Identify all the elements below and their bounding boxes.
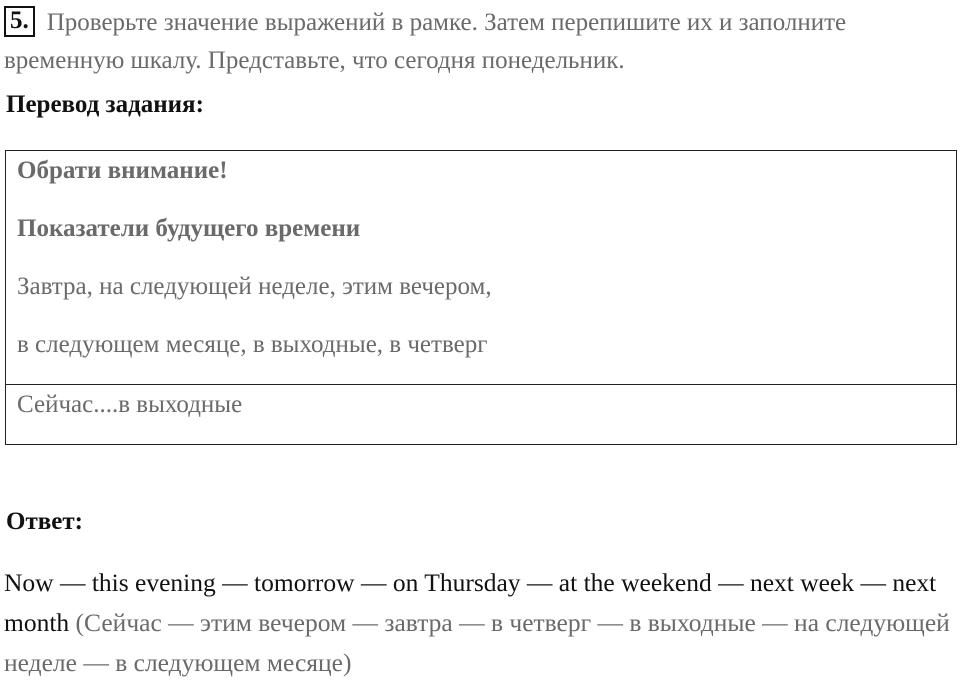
translation-heading: Перевод задания: bbox=[6, 91, 204, 118]
note-box-line-2: в следующем месяце, в выходные, в четверг bbox=[17, 331, 488, 358]
note-box-title: Обрати внимание! bbox=[17, 157, 228, 184]
task-text-block bbox=[4, 4, 956, 80]
answer-heading: Ответ: bbox=[6, 508, 83, 535]
answer-english: Now — this evening — tomorrow — on Thursday — at the weekend — next week — next month bbox=[4, 568, 937, 637]
task-number: 5. bbox=[4, 6, 35, 37]
answer-text bbox=[4, 563, 960, 683]
note-box bbox=[5, 150, 957, 445]
task-instruction: Проверьте значение выражений в рамке. Затем перепишите их и заполните временную шкалу. Представьте, что сегодня понедельник. bbox=[4, 9, 847, 74]
note-box-timeline: Сейчас....в выходные bbox=[17, 391, 243, 418]
note-box-subtitle: Показатели будущего времени bbox=[17, 215, 361, 242]
note-box-line-1: Завтра, на следующей неделе, этим вечером, bbox=[17, 273, 492, 300]
note-box-upper-section bbox=[6, 151, 956, 385]
answer-russian-translation: (Сейчас — этим вечером — завтра — в четверг — в выходные — на следующей неделе — в следующем месяце) bbox=[4, 608, 950, 677]
